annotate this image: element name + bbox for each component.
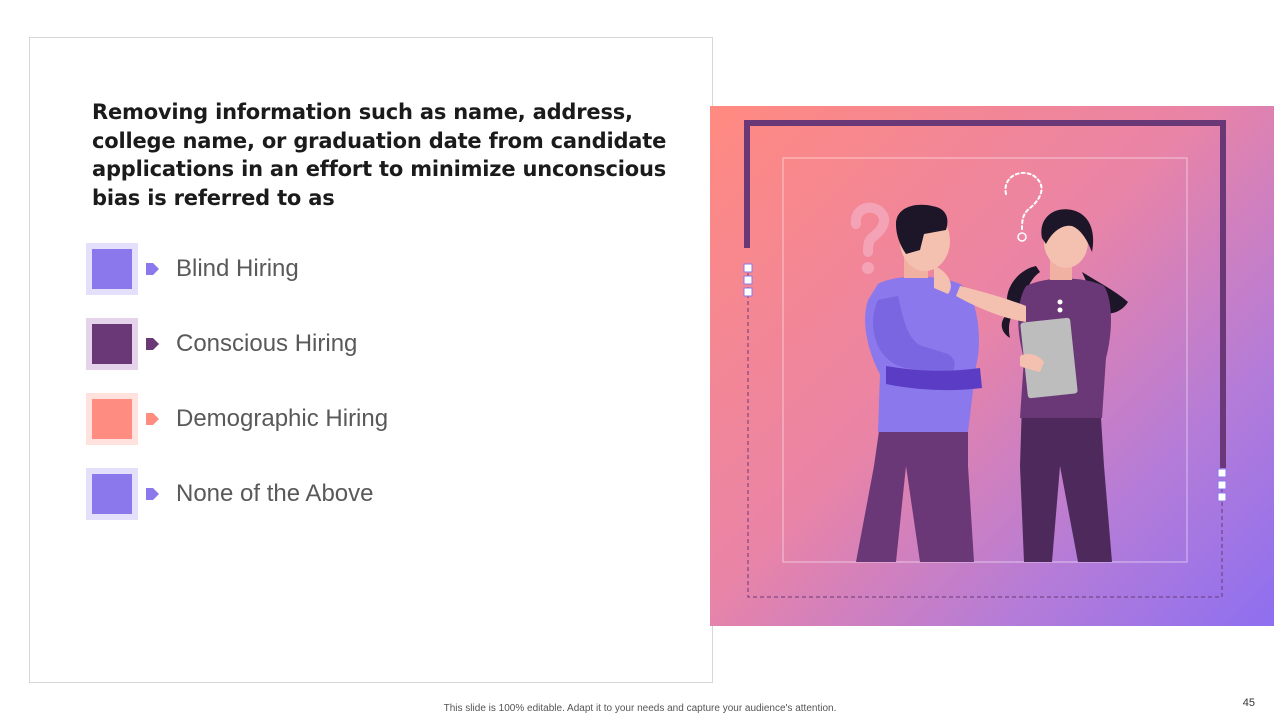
page-number: 45 xyxy=(1242,697,1255,709)
option-swatch xyxy=(86,468,138,520)
option-label: Blind Hiring xyxy=(176,255,299,282)
pointer-icon xyxy=(146,413,159,425)
question-mark-icon xyxy=(856,208,884,274)
question-text: Removing information such as name, address, college name, or graduation date from candidate applications in an effort to minimize unconscious bias is referred to as xyxy=(92,100,667,210)
thinking-people-illustration xyxy=(710,106,1274,626)
option-label: None of the Above xyxy=(176,480,374,507)
pointer-icon xyxy=(146,488,159,500)
option-demographic-hiring[interactable] xyxy=(86,393,506,445)
option-blind-hiring[interactable] xyxy=(86,243,506,295)
pointer-icon xyxy=(146,338,159,350)
illustration-panel xyxy=(710,106,1274,626)
slide-footer: This slide is 100% editable. Adapt it to your needs and capture your audience's attention. xyxy=(443,703,837,714)
option-label: Demographic Hiring xyxy=(176,405,389,432)
pointer-icon xyxy=(146,263,159,275)
dotted-question-mark-icon xyxy=(1005,173,1041,241)
option-swatch xyxy=(86,243,138,295)
option-swatch xyxy=(86,393,138,445)
option-label: Conscious Hiring xyxy=(176,330,358,357)
option-conscious-hiring[interactable] xyxy=(86,318,506,370)
option-none-of-the-above[interactable] xyxy=(86,468,506,520)
option-swatch xyxy=(86,318,138,370)
